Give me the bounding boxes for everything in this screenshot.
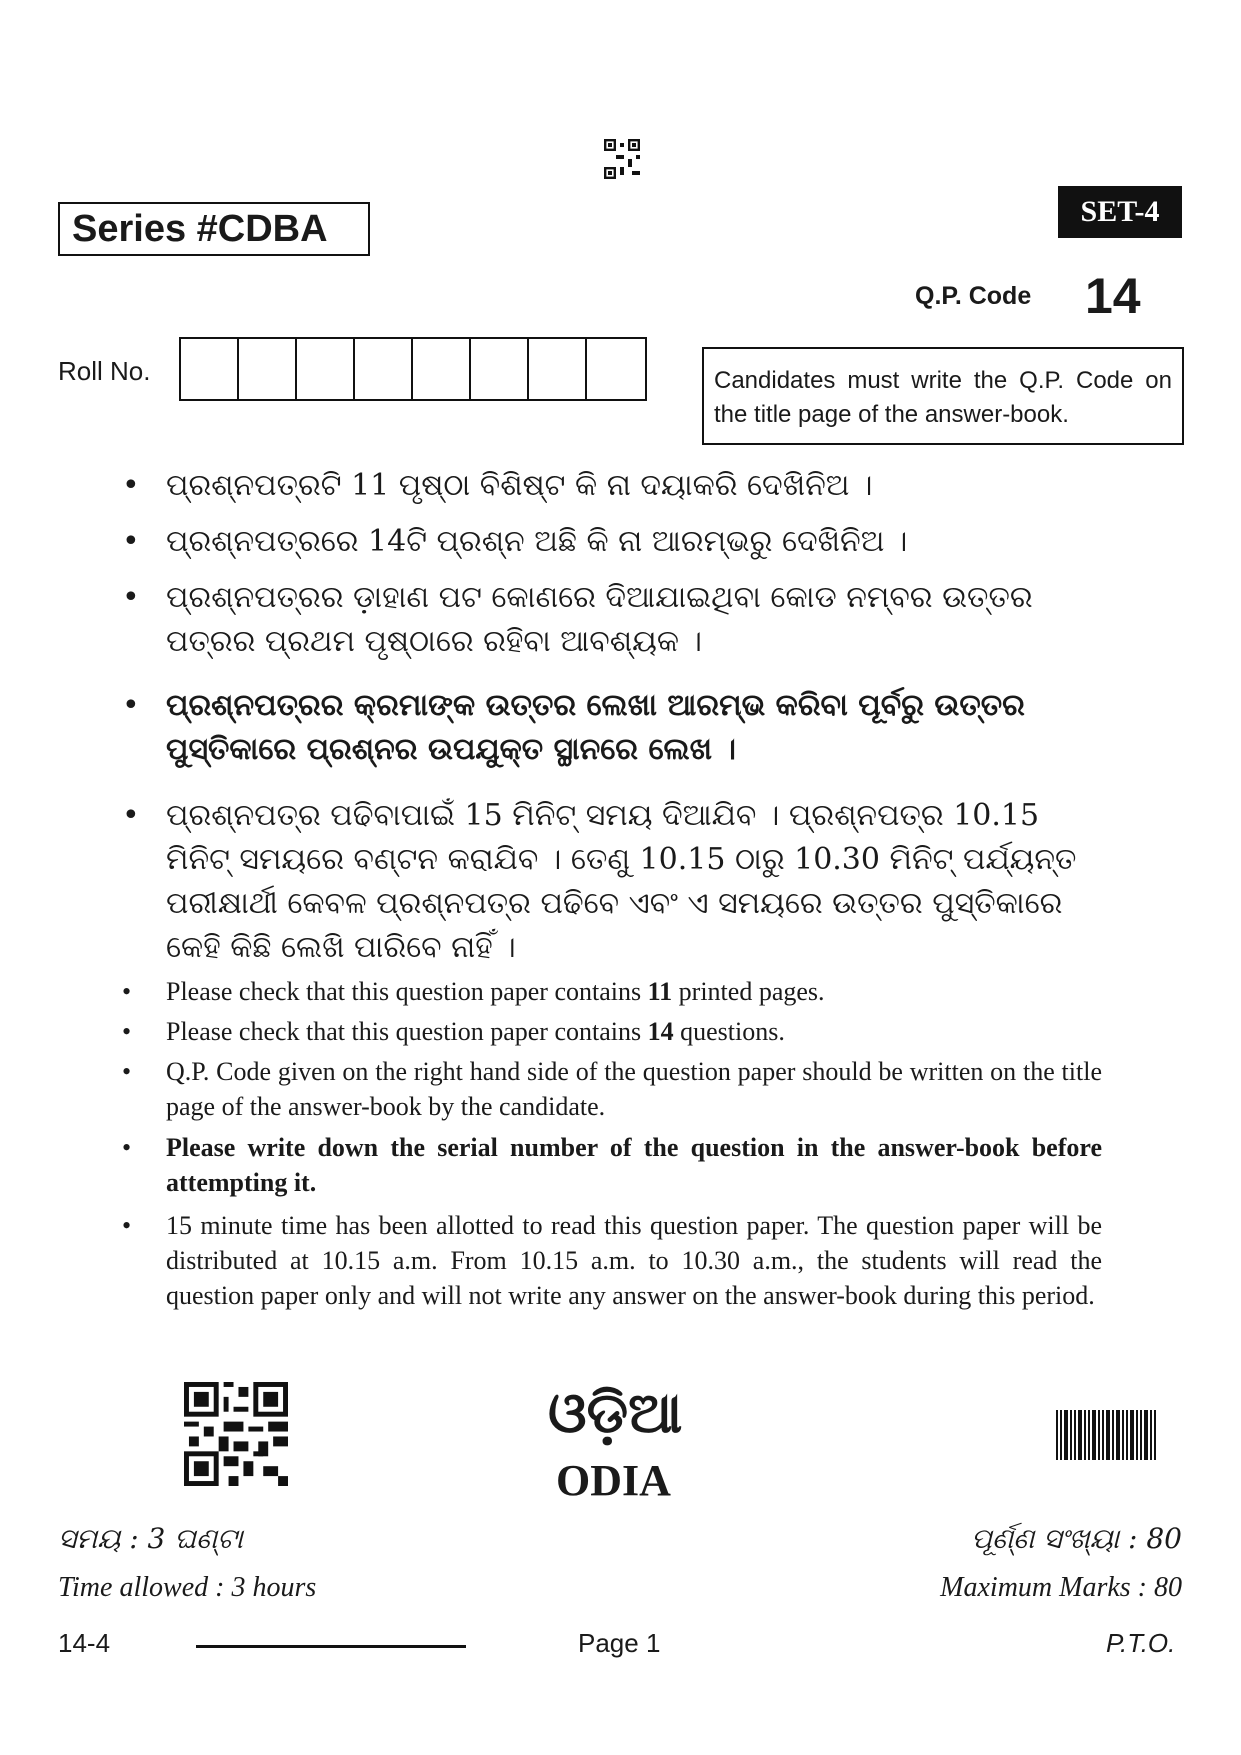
- bullet: •: [122, 1211, 132, 1240]
- roll-digit-box[interactable]: [587, 339, 645, 399]
- roll-digit-box[interactable]: [181, 339, 239, 399]
- please-turn-over: P.T.O.: [1106, 1628, 1176, 1658]
- english-instruction: Please write down the serial number of the question in the answer-book before attempting it.: [166, 1133, 1102, 1197]
- page-number: Page 1: [578, 1628, 661, 1658]
- roll-digit-box[interactable]: [471, 339, 529, 399]
- time-allowed-odia: ସମୟ : 3 ଘଣ୍ଟା: [58, 1522, 243, 1555]
- bullet: •: [122, 580, 140, 615]
- list-item: [122, 684, 1102, 772]
- roll-digit-box[interactable]: [529, 339, 587, 399]
- bullet: •: [122, 977, 132, 1006]
- footer-paper-code: 14-4: [58, 1628, 111, 1658]
- roll-digit-box[interactable]: [413, 339, 471, 399]
- roll-number-boxes[interactable]: [179, 337, 647, 401]
- list-item: [122, 576, 1102, 664]
- odia-instruction: ପ୍ରଶ୍ନପତ୍ରଟି 11 ପୃଷ୍ଠା ବିଶିଷ୍ଟ କି ନା ଦୟାକରି ଦେଖିନିଅ ।: [166, 468, 873, 503]
- list-item: [122, 974, 1102, 1009]
- qp-code-label: Q.P. Code: [915, 282, 1032, 310]
- maximum-marks-english: Maximum Marks : 80: [940, 1572, 1182, 1603]
- bullet: •: [122, 798, 140, 833]
- maximum-marks-odia: ପୂର୍ଣ୍ଣ ସଂଖ୍ୟା : 80: [971, 1522, 1182, 1555]
- english-instruction: 15 minute time has been allotted to read this question paper. The question paper will be distributed at 10.15 a.m. From 10.15 a.m. to 10.30 a.m., the students will read the question paper only and will not write any answer on the answer-book during this period.: [166, 1211, 1102, 1310]
- time-allowed-english: Time allowed : 3 hours: [58, 1572, 317, 1603]
- english-instruction: Q.P. Code given on the right hand side of the question paper should be written on the title page of the answer-book by the candidate.: [166, 1057, 1102, 1121]
- bullet: •: [122, 1057, 132, 1086]
- odia-instruction: ପ୍ରଶ୍ନପତ୍ରରେ 14ଟି ପ୍ରଶ୍ନ ଅଛି କି ନା ଆରମ୍ଭରୁ ଦେଖିନିଅ ।: [166, 524, 908, 559]
- list-item: [122, 464, 1102, 508]
- roll-digit-box[interactable]: [239, 339, 297, 399]
- list-item: [122, 520, 1102, 564]
- odia-instruction: ପ୍ରଶ୍ନପତ୍ରର କ୍ରମାଙ୍କ ଉତ୍ତର ଲେଖା ଆରମ୍ଭ କରିବା ପୂର୍ବରୁ ଉତ୍ତର ପୁସ୍ତିକାରେ ପ୍ରଶ୍ନର ଉପଯୁକ୍ତ ସ୍ଥାନରେ ଲେଖ ।: [166, 688, 1025, 767]
- roll-number-label: Roll No.: [58, 356, 151, 386]
- list-item: [122, 794, 1102, 970]
- footer-divider: [196, 1645, 466, 1648]
- bullet: •: [122, 688, 140, 723]
- english-instruction: Please check that this question paper contains 14 questions.: [166, 1017, 785, 1046]
- list-item: [122, 1014, 1102, 1049]
- bullet: •: [122, 468, 140, 503]
- bullet: •: [122, 1133, 132, 1162]
- top-qr-code: [604, 139, 640, 179]
- set-badge: SET-4: [1058, 186, 1182, 238]
- roll-digit-box[interactable]: [297, 339, 355, 399]
- series-label: Series #CDBA: [58, 202, 370, 256]
- bullet: •: [122, 1017, 132, 1046]
- subject-title-odia: ଓଡ଼ିଆ: [548, 1380, 683, 1446]
- list-item: [122, 1054, 1102, 1124]
- english-instruction: Please check that this question paper contains 11 printed pages.: [166, 977, 825, 1006]
- qp-code-value: 14: [1085, 268, 1141, 324]
- subject-title-english: ODIA: [556, 1456, 671, 1505]
- list-item: [122, 1208, 1102, 1313]
- qr-code: [184, 1382, 288, 1486]
- odia-instruction: ପ୍ରଶ୍ନପତ୍ର ପଢିବାପାଇଁ 15 ମିନିଟ୍ ସମୟ ଦିଆଯିବ । ପ୍ରଶ୍ନପତ୍ର 10.15 ମିନିଟ୍ ସମୟରେ ବଣ୍ଟନ କରାଯିବ । ତେଣୁ 10.15 ଠାରୁ 10.30 ମିନିଟ୍ ପର୍ଯ୍ୟନ୍ତ ପରୀକ୍ଷାର୍ଥୀ କେବଳ ପ୍ରଶ୍ନପତ୍ର ପଢିବେ ଏବଂ ଏ ସମୟରେ ଉତ୍ତର ପୁସ୍ତିକାରେ କେହି କିଛି ଲେଖି ପାରିବେ ନାହିଁ ।: [166, 798, 1077, 965]
- candidate-note: Candidates must write the Q.P. Code on the title page of the answer-book.: [702, 347, 1184, 445]
- list-item: [122, 1130, 1102, 1200]
- odia-instruction: ପ୍ରଶ୍ନପତ୍ରର ଡ଼ାହାଣ ପଟ କୋଣରେ ଦିଆଯାଇଥିବା କୋଡ ନମ୍ବର ଉତ୍ତର ପତ୍ରର ପ୍ରଥମ ପୃଷ୍ଠାରେ ରହିବା ଆବଶ୍ୟକ ।: [166, 580, 1033, 659]
- bullet: •: [122, 524, 140, 559]
- barcode: [1056, 1410, 1156, 1460]
- roll-digit-box[interactable]: [355, 339, 413, 399]
